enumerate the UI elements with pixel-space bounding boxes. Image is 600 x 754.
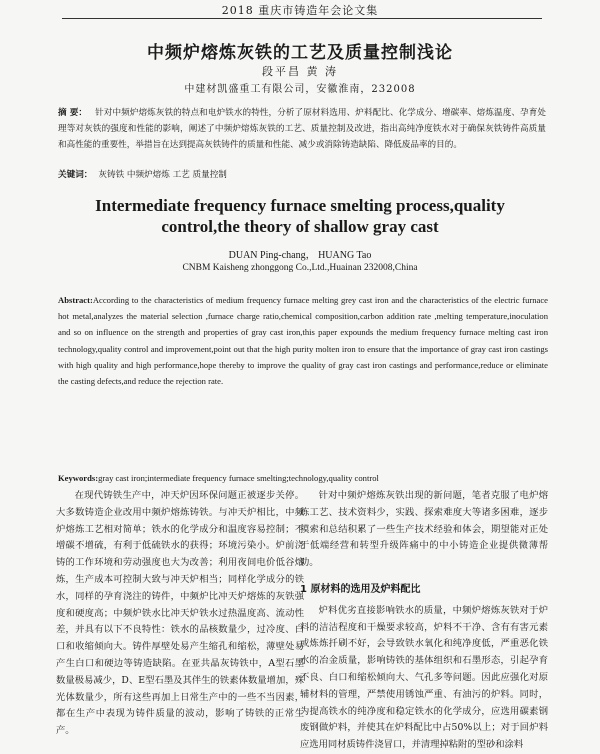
chinese-keywords-label: 关键词： [58,170,93,180]
english-title: Intermediate frequency furnace smelting process,quality control,the theory of shallow gray cast [95,196,505,236]
english-affiliation: CNBM Kaisheng zhonggong Co.,Ltd.,Huainan 232008,China [182,263,418,273]
english-keywords-text: gray cast iron;intermediate frequency furnace smelting;technology,quality control [98,473,379,483]
intro-paragraph-continued: 针对中频炉熔炼灰铁出现的新问题，笔者克服了电炉熔炼工艺、技术资料少，实践、探索难度大等诸多困难，逐步摸索和总结积累了一些生产技术经验和体会，期望能对正处于低端经营和转型升级阵痛中的中小铸造企业提供微薄帮助。 [300,490,548,569]
chinese-authors: 段平昌 黄 涛 [262,65,338,78]
english-abstract-label: Abstract: [58,295,93,305]
chinese-abstract-label: 摘 要： [58,108,88,118]
header-rule [62,18,542,19]
english-abstract [58,292,548,389]
section-1-heading: 1 原材料的选用及炉料配比 [300,583,421,595]
body-column-left [56,488,304,740]
chinese-title: 中频炉熔炼灰铁的工艺及质量控制浅论 [147,43,453,63]
chinese-keywords [58,168,546,182]
english-abstract-text: According to the characteristics of medium frequency furnace melting grey cast iron and the characteristics of the electric furnace hot metal,analyzes the material selection ,furnace charge ratio,chemical composition,carbon addition rate ,melting temperature,inoculation and so on influence on the strength and properties of gray cast iron,this paper expounds the medium frequency furnace melting cast iron technology,quality control and improvement,point out that the high purity molten iron to ensure that the importance of gray cast iron castings with high quality and high performance,hope thereby to improve the quality of gray cast iron castings and performance,reduce or eliminate the casting defects,and reduce the rejection rate. [58,295,548,387]
chinese-keywords-text: 灰铸铁 中频炉熔炼 工艺 质量控制 [98,170,227,180]
english-authors: DUAN Ping-chang， HUANG Tao [228,250,372,261]
chinese-abstract [58,105,546,153]
body-column-right [300,488,548,754]
english-keywords-label: Keywords: [58,473,99,483]
section-1-paragraph: 炉料优劣直接影响铁水的质量，中频炉熔炼灰铁对于炉料的洁洁程度和干燥要求较高，炉料不干净、含有有害元素或炼炼扦刷不好，会导致铁水氧化和纯净度低，严重恶化铁水的冶金质量，影响铸铁的基体组织和石墨形态，引起孕育不良、白口和缩松倾向大、气孔多等问题。因此应强化对原辅材料的管理，严禁使用锈蚀严重、有油污的炉料。同时，为提高铁水的纯净度和稳定铁水的化学成分，应选用碳素钢废钢做炉料，并使其在炉料配比中占50%以上；对于回炉料应选用同材质铸件浇冒口，并清理掉粘附的型砂和涂料 [300,604,548,751]
chinese-affiliation: 中建材凯盛重工有限公司，安徽淮南，232008 [184,84,416,95]
intro-paragraph: 在现代铸铁生产中，冲天炉因环保问题正被逐步关停。大多数铸造企业改用中频炉熔炼铸铁。与冲天炉相比，中频炉熔炼工艺相对简单；铁水的化学成分和温度容易控制；不增碳不增硫，有利于低硫铁水的获得；环境污染小。炉前浇铸的工作环境和劳动强度也大为改善；利用夜间电价低谷熔炼，生产成本可控制大致与冲天炉相当；同样化学成分的铁水，同样的孕育浇注的铸件，中频炉比冲天炉熔炼的灰铁强度和硬度高；中频炉铁水比冲天炉铁水过热温度高、流动性差，并具有以下不良特性：铁水的品核数量少，过冷度、白口和收缩倾向大。铸件厚壁处易产生缩孔和缩松，薄壁处易产生白口和硬边等铸造缺陷。在亚共晶灰铸铁中，A型石墨数量极易减少，D、E型石墨及其伴生的铁素体数量增加，殊光体数量少，所有这些再加上日常生产中的一些不当因素，都在生产中表现为铸件质量的波动，影响了铸铁的正常生产。 [56,490,304,737]
english-keywords [58,471,548,485]
running-head: 2018 重庆市铸造年会论文集 [221,4,379,17]
chinese-abstract-text: 针对中频炉熔炼灰铁的特点和电炉铁水的特性，分析了原材料选用、炉料配比、化学成分、增碳率、熔炼温度、孕育处理等对灰铁的强度和性能的影响，阐述了中频炉熔炼灰铁的工艺、质量控制及改进，指出高纯净度铁水对于确保灰铁铸件高质量和高性能的重要性，举措旨在达到提高灰铁铸件的质量和性能、减少或消除铸造缺陷、降低废品率的目的。 [58,108,546,150]
